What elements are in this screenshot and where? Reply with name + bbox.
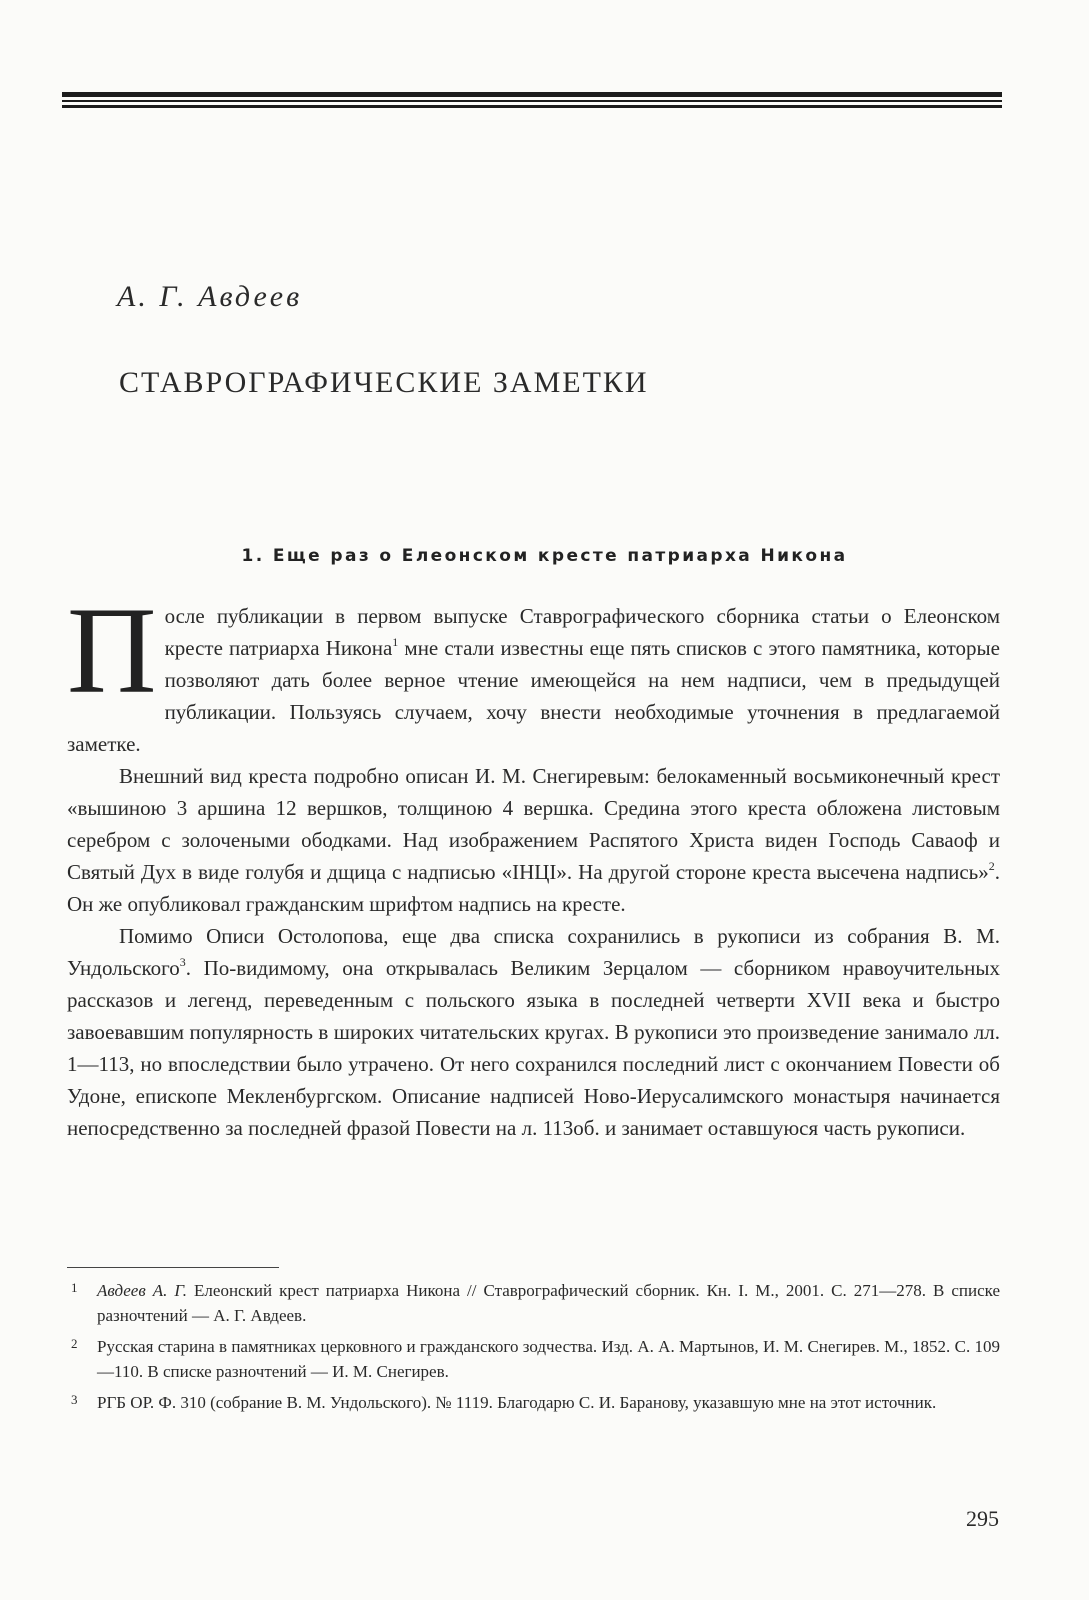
footnote-3 — [67, 1390, 1000, 1415]
header-rule-bottom — [62, 105, 1002, 108]
footnote-separator — [67, 1267, 279, 1268]
footnote-text: Русская старина в памятниках церковного и гражданского зодчества. Изд. А. А. Мартынов, И. М. Снегирев. М., 1852. С. 109—110. В списке разночтений — И. М. Снегирев. — [97, 1337, 1000, 1381]
footnote-2 — [67, 1334, 1000, 1384]
paragraph-2-text-a: Внешний вид креста подробно описан И. М. Снегиревым: белокаменный восьмиконечный крест «вышиною 3 аршина 12 вершков, толщиною 4 вершка. Средина этого креста обложена листовым серебром с золочеными ободками. Над изображением Распятого Христа виден Господь Саваоф и Святый Дух в виде голубя и дщица с надписью «ІНЦІ». На другой стороне креста высечена надпись» — [67, 764, 1000, 884]
paragraph-1-text-b: мне стали известны еще пять списков с этого памятника, которые позволяют дать более верное чтение имеющейся на нем надписи, чем в предыдущей публикации. Пользуясь случаем, хочу внести необходимые уточнения в предлагаемой заметке. — [67, 636, 1000, 756]
footnote-number: 2 — [71, 1336, 78, 1351]
body-text — [67, 582, 1000, 1144]
paragraph-3-text-a: Помимо Описи Остолопова, еще два списка сохранились в рукописи из собрания В. М. Ундольского — [67, 924, 1000, 980]
footnotes — [67, 1278, 1000, 1421]
section-heading: 1. Еще раз о Елеонском кресте патриарха Никона — [241, 546, 848, 566]
author-name: А. Г. Авдеев — [117, 280, 303, 313]
footnote-text: Елеонский крест патриарха Никона // Ставрографический сборник. Кн. I. М., 2001. С. 271—278. В списке разночтений — А. Г. Авдеев. — [97, 1281, 1000, 1325]
footnote-number: 1 — [71, 1280, 78, 1295]
header-rule-thick — [62, 92, 1002, 97]
footnote-author: Авдеев А. Г. — [97, 1281, 188, 1300]
paragraph-2 — [67, 760, 1000, 920]
header-rule-thin — [62, 100, 1002, 102]
drop-cap: П — [67, 582, 157, 719]
footnote-ref-1[interactable]: 1 — [392, 635, 399, 649]
article-title: СТАВРОГРАФИЧЕСКИЕ ЗАМЕТКИ — [119, 366, 649, 399]
footnote-1 — [67, 1278, 1000, 1328]
paragraph-3-text-b: . По-видимому, она открывалась Великим Зерцалом — сборником нравоучительных рассказов и легенд, переведенным с польского языка в последней четверти XVII века и быстро завоевавшим популярность в широких читательских кругах. В рукописи это произведение занимало лл. 1—113, но впоследствии было утрачено. От него сохранился последний лист с окончанием Повести об Удоне, епископе Мекленбургском. Описание надписей Ново-Иерусалимского монастыря начинается непосредственно за последней фразой Повести на л. 113об. и занимает оставшуюся часть рукописи. — [67, 956, 1000, 1140]
footnote-ref-3[interactable]: 3 — [179, 955, 186, 969]
footnote-number: 3 — [71, 1392, 78, 1407]
paragraph-3 — [67, 920, 1000, 1144]
paragraph-2-text-b: . Он же опубликовал гражданским шрифтом надпись на кресте. — [67, 860, 1000, 916]
footnote-text: РГБ ОР. Ф. 310 (собрание В. М. Ундольского). № 1119. Благодарю С. И. Баранову, указавшую мне на этот источник. — [97, 1393, 937, 1412]
page-number: 295 — [966, 1506, 999, 1531]
paragraph-1-text-a: осле публикации в первом выпуске Ставрографического сборника статьи о Елеонском кресте патриарха Никона — [164, 604, 1000, 660]
paragraph-1 — [67, 582, 1000, 760]
footnote-ref-2[interactable]: 2 — [988, 859, 995, 873]
